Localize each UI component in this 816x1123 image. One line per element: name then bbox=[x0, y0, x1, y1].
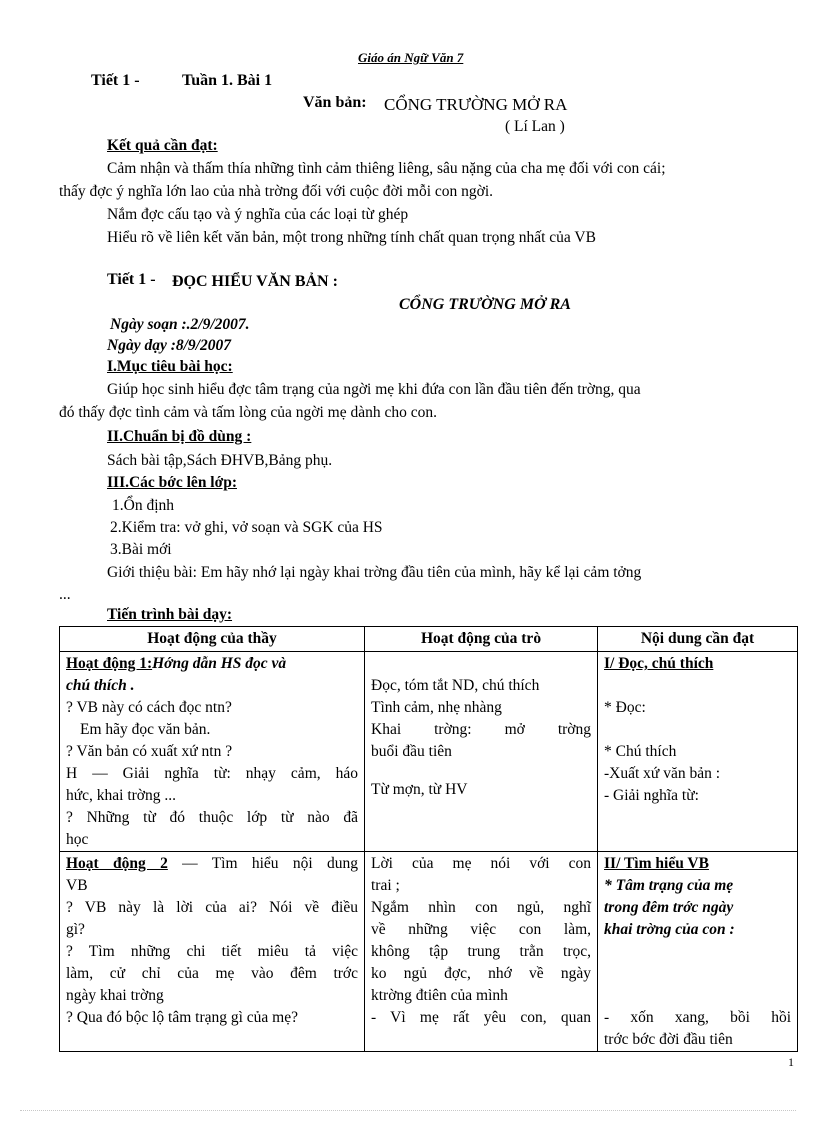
table-row bbox=[60, 852, 798, 1052]
student-line: - Vì mẹ rất yêu con, quan bbox=[371, 1009, 591, 1026]
chuan-bi-text: Sách bài tập,Sách ĐHVB,Bảng phụ. bbox=[107, 452, 333, 469]
teacher-line: ? VB này là lời của ai? Nói về điều bbox=[66, 899, 358, 916]
teacher-line: làm, cử chỉ của mẹ vào đêm trớc bbox=[66, 965, 358, 982]
muc-tieu-p1a: Giúp học sinh hiểu đợc tâm trạng của ngời mẹ khi đứa con lần đầu tiên đến trờng, qua bbox=[107, 381, 641, 398]
teacher-line: Em hãy đọc văn bản. bbox=[80, 721, 211, 738]
table-header-row bbox=[60, 627, 798, 652]
student-line: ktrờng đtiên của mình bbox=[371, 987, 508, 1004]
row1-teacher-cell bbox=[60, 652, 365, 852]
ngay-day: Ngày dạy :8/9/2007 bbox=[107, 337, 231, 354]
student-line: Tình cảm, nhẹ nhàng bbox=[371, 699, 502, 716]
ngay-soan: Ngày soạn :.2/9/2007. bbox=[110, 316, 250, 333]
cac-buoc-heading: III.Các bớc lên lớp: bbox=[107, 474, 237, 491]
lesson-tiet: Tiết 1 - bbox=[91, 72, 140, 89]
hd1-title-b: chú thích . bbox=[66, 677, 135, 694]
col-header-student: Hoạt động của trò bbox=[365, 627, 598, 652]
step-kiem-tra: 2.Kiểm tra: vở ghi, vở soạn và SGK của HS bbox=[110, 519, 383, 536]
ket-qua-heading: Kết quả cần đạt: bbox=[107, 137, 218, 154]
hd1-label: Hoạt động 1: bbox=[66, 655, 153, 672]
teacher-line: VB bbox=[66, 877, 88, 894]
student-line: Đọc, tóm tắt ND, chú thích bbox=[371, 677, 540, 694]
content-heading-2: II/ Tìm hiểu VB bbox=[604, 855, 709, 872]
hd1-title-a: Hớng dẫn HS đọc và bbox=[152, 655, 287, 672]
row1-content-cell bbox=[598, 652, 798, 852]
student-line: buổi đầu tiên bbox=[371, 743, 452, 760]
content-line: - xốn xang, bồi hồi bbox=[604, 1009, 791, 1026]
page-bottom-divider bbox=[20, 1110, 796, 1111]
tien-trinh-heading: Tiến trình bài dạy: bbox=[107, 606, 233, 623]
teacher-line: hức, khai trờng ... bbox=[66, 787, 177, 804]
teacher-line: H — Giải nghĩa từ: nhạy cảm, háo bbox=[66, 765, 358, 782]
teacher-line: ? Tìm những chi tiết miêu tả việc bbox=[66, 943, 358, 960]
tiet1-label: Tiết 1 - bbox=[107, 271, 156, 288]
lesson-plan-table bbox=[59, 626, 798, 1052]
van-ban-label: Văn bản: bbox=[303, 94, 367, 111]
teacher-line: gì? bbox=[66, 921, 85, 938]
ket-qua-p1b: thấy đợc ý nghĩa lớn lao của nhà trờng đối với cuộc đời mỗi con ngời. bbox=[59, 183, 494, 200]
content-line: * Đọc: bbox=[604, 699, 646, 716]
teacher-line: ngày khai trờng bbox=[66, 987, 164, 1004]
teacher-line: ? Những từ đó thuộc lớp từ nào đã bbox=[66, 809, 358, 826]
ket-qua-p2: Nắm đợc cấu tạo và ý nghĩa của các loại từ ghép bbox=[107, 206, 409, 223]
page-number: 1 bbox=[788, 1055, 794, 1069]
van-ban-author: ( Lí Lan ) bbox=[505, 118, 565, 135]
teacher-line: ? Qua đó bộc lộ tâm trạng gì của mẹ? bbox=[66, 1009, 298, 1026]
teacher-line: ? Văn bản có xuất xứ ntn ? bbox=[66, 743, 233, 760]
student-line: Ngắm nhìn con ngủ, nghĩ bbox=[371, 899, 591, 916]
student-line: về những việc con làm, bbox=[371, 921, 591, 938]
row1-student-cell bbox=[365, 652, 598, 852]
row2-teacher-cell bbox=[60, 852, 365, 1052]
student-line: Từ mợn, từ HV bbox=[371, 781, 468, 798]
content-line: trong đêm trớc ngày bbox=[604, 899, 734, 916]
student-line: Khai trờng: mở trờng bbox=[371, 721, 591, 738]
page-header: Giáo án Ngữ Văn 7 bbox=[358, 50, 464, 65]
gioi-thieu-a: Giới thiệu bài: Em hãy nhớ lại ngày khai trờng đầu tiên của mình, hãy kể lại cảm tởng bbox=[107, 564, 642, 581]
muc-tieu-heading: I.Mục tiêu bài học: bbox=[107, 358, 233, 375]
tiet1-heading: ĐỌC HIỂU VĂN BẢN : bbox=[172, 273, 338, 290]
hd2-rest: — Tìm hiểu nội dung bbox=[167, 855, 358, 872]
teacher-line: ? VB này có cách đọc ntn? bbox=[66, 699, 232, 716]
muc-tieu-p1b: đó thấy đợc tình cảm và tấm lòng của ngời mẹ dành cho con. bbox=[59, 404, 437, 421]
ket-qua-p1a: Cảm nhận và thấm thía những tình cảm thiêng liêng, sâu nặng của cha mẹ đối với con cái; bbox=[107, 160, 666, 177]
van-ban-title: CỔNG TRƯỜNG MỞ RA bbox=[384, 95, 568, 114]
student-line: Lời của mẹ nói với con bbox=[371, 855, 591, 872]
step-on-dinh: 1.Ổn định bbox=[112, 497, 174, 514]
content-heading-1: I/ Đọc, chú thích bbox=[604, 655, 714, 672]
gioi-thieu-b: ... bbox=[59, 586, 71, 603]
teacher-line: học bbox=[66, 831, 89, 848]
content-line: - Giải nghĩa từ: bbox=[604, 787, 699, 804]
step-bai-moi: 3.Bài mới bbox=[110, 541, 172, 558]
tiet1-title: CỔNG TRƯỜNG MỞ RA bbox=[399, 296, 571, 313]
student-line: ko ngủ đợc, nhớ về ngày bbox=[371, 965, 591, 982]
ket-qua-p3: Hiểu rõ về liên kết văn bản, một trong những tính chất quan trọng nhất của VB bbox=[107, 229, 596, 246]
row2-content-cell bbox=[598, 852, 798, 1052]
content-line: khai trờng của con : bbox=[604, 921, 735, 938]
content-line: -Xuất xứ văn bản : bbox=[604, 765, 721, 782]
student-line: trai ; bbox=[371, 877, 400, 894]
hd2-label: Hoạt động 2 bbox=[66, 855, 168, 872]
col-header-teacher: Hoạt động của thầy bbox=[60, 627, 365, 652]
lesson-tuan: Tuần 1. Bài 1 bbox=[182, 72, 273, 89]
table-row bbox=[60, 652, 798, 852]
content-line: * Chú thích bbox=[604, 743, 677, 760]
row2-student-cell bbox=[365, 852, 598, 1052]
col-header-content: Nội dung cần đạt bbox=[598, 627, 798, 652]
content-line: * Tâm trạng của mẹ bbox=[604, 877, 734, 894]
chuan-bi-heading: II.Chuẩn bị đồ dùng : bbox=[107, 428, 252, 445]
student-line: không tập trung trằn trọc, bbox=[371, 943, 591, 960]
content-line: trớc bớc đời đầu tiên bbox=[604, 1031, 733, 1048]
